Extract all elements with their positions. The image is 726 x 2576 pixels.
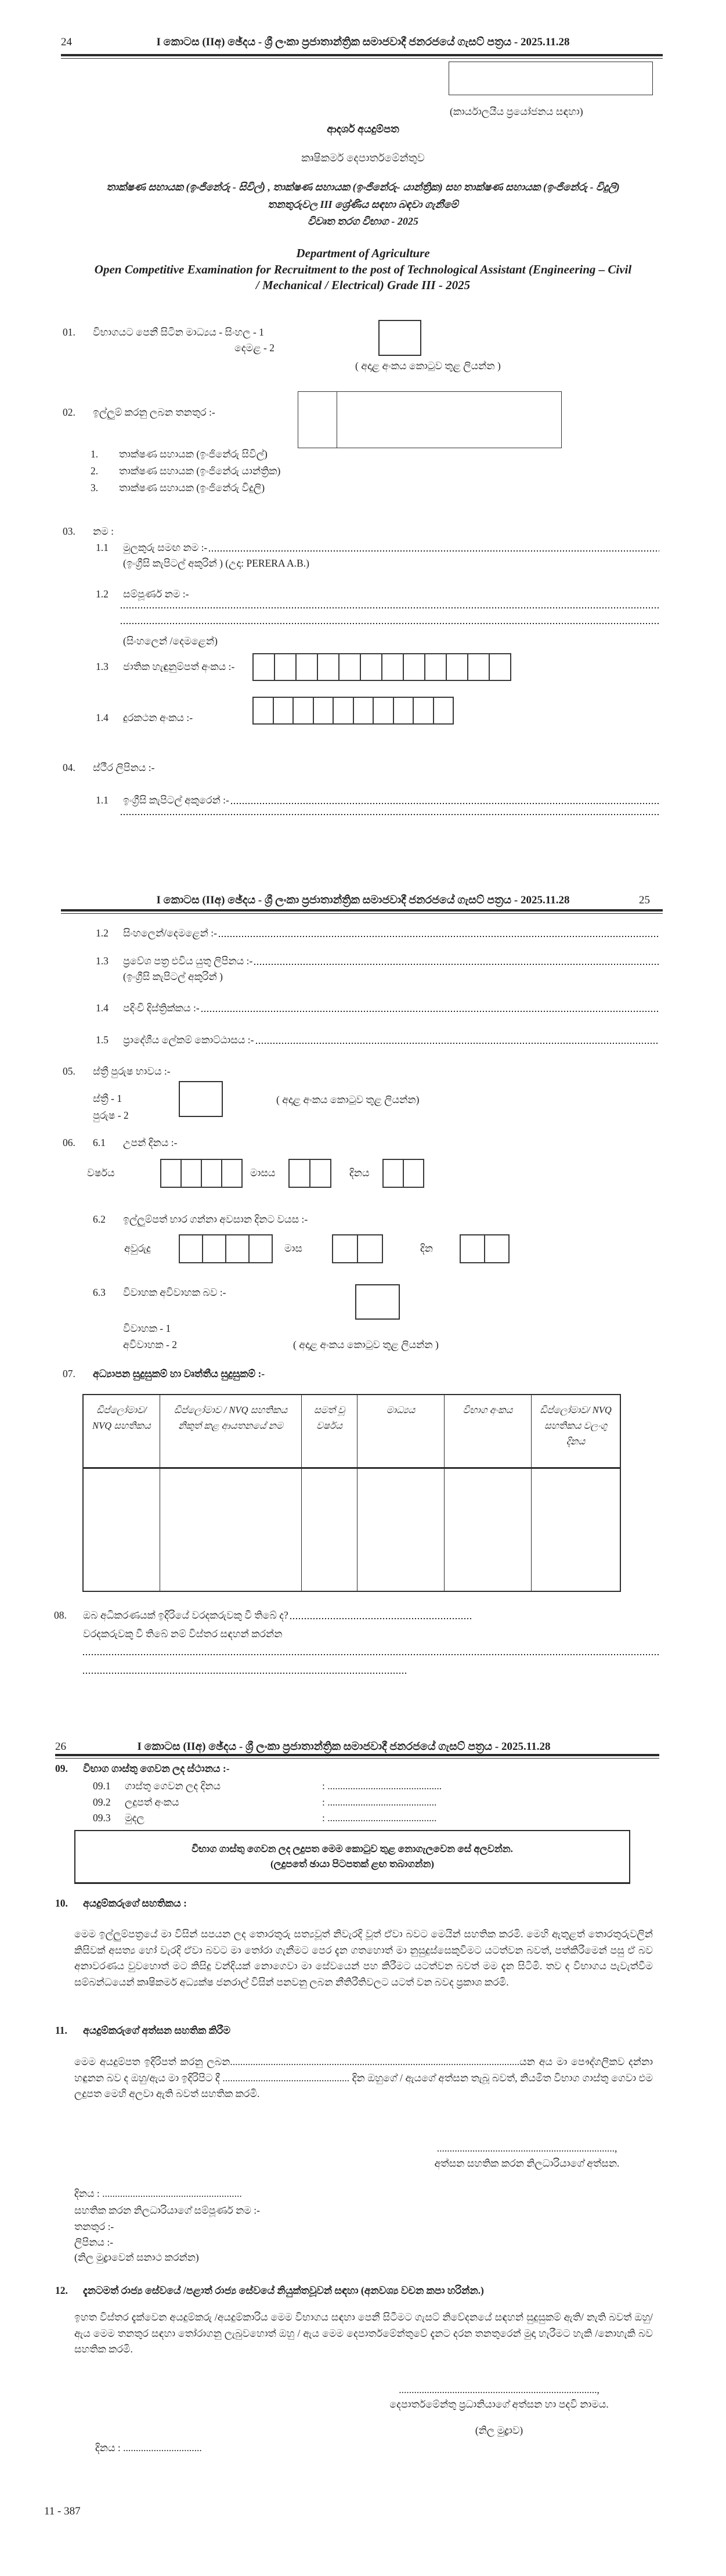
q01-medium-answer-box [378,320,421,356]
q11-date-line: දිනය : ....................................................... [74,2188,242,2199]
q06-number: 06. [63,1137,75,1148]
q06-month-label: මාසය [250,1167,276,1179]
header-rule-p25 [61,909,663,914]
post-title-line1: තාක්ෂණ සහායක (ඉංජිනේරු - සිවිල්) , තාක්ෂණ සහායක (ඉංජිනේරු- යාන්ත්‍රික) සහ තාක්ෂණ සහායක (ඉංජිනේරු - විදුලි) [106,181,620,193]
receipt-box-line2: (ලදුපතේ ඡායා පිටපතක් ළඟ තබාගන්න) [270,1858,435,1869]
q02-number: 02. [63,406,75,418]
q04-label: ස්ථීර ලිපිනය :- [93,762,155,773]
age-days-grid [460,1234,510,1263]
q09-item-3-label: මුදල [125,1812,145,1824]
q11-heading: අයදුම්කරුගේ අත්සන සහතික කිරීම [83,2024,231,2036]
q12-department-head-signature-line: .............................................................................., [399,2384,599,2395]
q03-s4-label: දුරකථන අංකය :- [123,712,193,723]
post-title-line3: විවෘත තරග විභාග - 2025 [308,215,418,227]
table-header-medium: මාධ්‍යය [357,1395,444,1467]
q04-s2-label: සිංහලෙන්/දෙමළෙන් :- [123,927,217,939]
q08-number: 08. [54,1609,67,1621]
q12-number: 12. [55,2285,68,2296]
q11-heading-row [55,2024,415,2037]
q11-attestation-paragraph: මෙම අයදුම්පත ඉදිරිපත් කරනු ලබන..................................................................................................................යන අය මා පෞද්ගලිකව දන්නා හඳුනන බව ද ඔහු/ඇය මා ඉදිරිපිට දී .................................................. දින ඔහුගේ / ඇයගේ අත්සන තැබූ බවත්, නියමිත විභාග ගාස්තු ගෙවා එම ලදුපත මෙහි අලවා ඇති බවත් සහතික කරමි. [74,2056,653,2099]
q06-civil-status-row [93,1287,371,1299]
q02-item-1-label: තාක්ෂණ සහායක (ඉංජිනේරු සිවිල්) [119,448,268,460]
q05-gender-row [63,1065,260,1078]
q10-number: 10. [55,1897,68,1909]
q01-label: විභාගයට පෙනී සිටින මාධ්‍යය - සිංහල - 1 [93,326,264,338]
q12-heading: දැනටමත් රාජ්‍ය සේවයේ /පළාත් රාජ්‍ය සේවයේ නියුක්තවූවන් සඳහා (අනවශ්‍ය වචන කපා හරින්න.) [83,2285,484,2296]
q04-s1-write-line-2 [121,814,659,815]
age-years-grid [179,1234,273,1263]
q03-fullname-row [96,588,386,600]
q10-heading: අයදුම්කරුගේ සහතිකය : [83,1897,187,1909]
q08-label: ඔබ අධිකරණයක් ඉදිරියේ වරදකරුවකු වී තිබේ ද? [83,1609,288,1621]
q03-s1-number: 1.1 [96,542,109,553]
q12-date-line: දිනය : ............................... [95,2442,202,2453]
q07-label: අධ්‍යාපන සුදුසුකම් හා වෘත්තීය සුදුසුකම් :- [93,1368,265,1379]
q02-item-3-number: 3. [91,482,99,493]
q05-number: 05. [63,1065,75,1077]
q03-s2-write-line-2 [121,623,659,624]
q05-hint: ( අදාළ අංකය කොටුව තුළ ලියන්න) [276,1094,420,1105]
q05-option-male: පුරුෂ - 2 [93,1109,129,1121]
gazette-header-title-p24: I කොටස (IIඅ) ඡේදය - ශ්‍රී ලංකා ප්‍රජාතාන්ත්‍රික සමාජවාදී ජනරජයේ ගැසට් පත්‍රය - 2025.11.28 [156,36,570,48]
age-months-grid [332,1234,383,1263]
q03-number: 03. [63,525,75,537]
qualifications-table [82,1394,621,1592]
q12-release-paragraph: ඉහත විස්තර දැක්වෙන අයදුම්කරු /අයදුම්කාරිය මෙම විභාගය සඳහා පෙනී සිටීමට ගැසට් නිවේදනයේ සඳහන් සුදුසුකම් ඇති/ නැති බවත් ඔහු/ඇය මෙම තනතුර සඳහා තෝරාගනු ලැබුවහොත් ඔහු / ඇය මෙම දෙපාර්තමේන්තුවේ දැනට දරන තනතුරෙන් මුදා හැරීමට හැකි /නොහැකි බව සහතික කරමි. [74,2311,653,2355]
q08-details-line-1 [83,1654,659,1655]
q11-officer-address-line: ලිපිනය :- [74,2236,114,2248]
gazette-header-title-p25: I කොටස (IIඅ) ඡේදය - ශ්‍රී ලංකා ප්‍රජාතාන්ත්‍රික සමාජවාදී ජනරජයේ ගැසට් පත්‍රය - 2025.11.28 [156,894,570,906]
q04-number: 04. [63,762,75,773]
q06-option-unmarried: අවිවාහක - 2 [123,1339,178,1350]
q06-option-married: විවාහක - 1 [123,1323,171,1334]
q01-hint: ( අදාළ අංකය කොටුව තුළ ලියන්න ) [355,360,501,372]
q08-write-line [290,1618,473,1619]
q02-item-3-label: තාක්ෂණ සහායක (ඉංජිනේරු විදුලි) [119,482,265,493]
q08-details-line-2 [83,1673,406,1674]
q08-conviction-row [54,1609,473,1622]
nic-number-grid [252,653,511,681]
q04-s5-label: ප්‍රාදේශීය ලේකම් කොට්ඨාසය :- [123,1034,254,1046]
q09-item-3-write-line: : ........................................... [322,1812,437,1824]
q01-option-tamil: දෙමළ - 2 [234,342,274,354]
q01-number: 01. [63,326,75,338]
q03-s3-number: 1.3 [96,661,109,672]
q04-s3-caption: (ඉංග්‍රීසි කැපිටල් අකුරින් ) [123,971,223,982]
q06-s2-number: 6.2 [93,1213,106,1225]
q02-item-1-number: 1. [91,448,99,460]
office-use-box [449,62,653,95]
q03-s1-write-line [209,550,659,552]
q06-day-label: දිනය [349,1167,370,1179]
q02-item-2-label: තාක්ෂණ සහායක (ඉංජිනේරු යාන්ත්‍රික) [119,465,281,477]
q09-item-1-label: ගාස්තු ගෙවන ලද දිනය [125,1780,221,1792]
q11-official-seal-note: (නිල මුද්‍රාවෙන් සනාථ කරන්න) [74,2251,199,2263]
q12-department-head-signature-caption: දෙපාර්තමේන්තු ප්‍රධානියාගේ අත්සන හා පදවි නාමය. [389,2398,609,2410]
q03-s2-label: සම්පූර්ණ නම :- [123,588,189,600]
header-rule-p26 [55,1754,659,1759]
q02-item-3 [91,482,381,494]
q12-heading-row [55,2285,641,2297]
q06-birthdate-row [63,1137,306,1149]
q09-item-1-write-line: : ............................................. [322,1780,442,1792]
q09-item-1 [93,1780,464,1792]
q03-name-row [63,525,237,538]
q09-label: විභාග ගාස්තු ගෙවන ලද ස්ථානය :- [83,1763,230,1774]
page-number-24: 24 [61,36,72,48]
qualifications-table-header-row [84,1395,620,1469]
q05-gender-answer-box [179,1081,223,1117]
q04-s4-write-line [201,1011,659,1012]
table-header-year-passed: සමත් වූ වර්ෂය [301,1395,357,1467]
table-header-diploma: ඩිප්ලෝමාව/ NVQ සහතිකය [92,1404,151,1432]
birth-year-grid [160,1159,243,1188]
gazette-header-title-p26: I කොටස (IIඅ) ඡේදය - ශ්‍රී ලංකා ප්‍රජාතාන්ත්‍රික සමාජවාදී ජනරජයේ ගැසට් පත්‍රය - 2025.11.28 [137,1741,551,1753]
q04-s4-label: පදිංචි දිස්ත්‍රික්කය :- [123,1002,200,1014]
q06-age-days-label: දින [420,1242,433,1254]
q06-s2-label: ඉල්ලුම්පත් භාර ගන්නා අවසාන දිනට වයස :- [123,1213,308,1225]
table-header-exam-number: විභාග අංකය [444,1395,531,1467]
q04-s5-write-line [256,1043,659,1044]
q09-item-2-number: 09.2 [93,1796,111,1808]
post-title-line2: තනතුරුවල III ශ්‍රේණිය සඳහා බඳවා ගැනීමේ [268,199,458,210]
birth-month-grid [288,1159,331,1188]
q03-s2-write-line-1 [121,607,659,608]
q03-s3-label: ජාතික හැඳුනුම්පත් අංකය :- [123,661,235,672]
q06-s3-number: 6.3 [93,1287,106,1298]
q02-label: ඉල්ලුම් කරනු ලබන තනතුර :- [93,406,215,418]
q09-item-3-number: 09.3 [93,1812,111,1824]
q11-officer-full-name-line: සහතික කරන නිලධාරියාගේ සම්පූර්ණ නම :- [74,2204,260,2216]
q07-number: 07. [63,1368,75,1379]
q10-heading-row [55,1897,357,1910]
page-number-26: 26 [55,1741,66,1753]
q09-fee-row [55,1763,357,1775]
q09-item-1-number: 09.1 [93,1780,111,1792]
q06-s3-hint: ( අදාළ අංකය කොටුව තුළ ලියන්න ) [293,1339,439,1350]
q04-s2-write-line [219,936,659,937]
qualifications-table-body-row [84,1469,620,1591]
gazette-footer-code: 11 - 387 [44,2505,81,2517]
q12-official-seal-note: (නිල මුද්‍රාව) [475,2424,523,2436]
receipt-paste-box [74,1830,630,1884]
header-rule-p24 [61,54,663,59]
table-header-institution: ඩිප්ලෝමාව / NVQ සහතිකය නිකුත් කළ ආයතනයේ නම [160,1395,301,1467]
q04-s1-number: 1.1 [96,794,109,806]
q03-s1-label: මුලකුරු සමඟ නම :- [123,542,208,553]
q04-s4-row [96,1002,659,1014]
q02-item-2-number: 2. [91,465,99,477]
page-number-25: 25 [639,894,650,906]
q11-number: 11. [55,2024,67,2036]
q04-s2-number: 1.2 [96,927,109,939]
q06-civil-status-answer-box [355,1284,400,1320]
model-application-title: ආදර්ශ අයදුම්පත [327,123,399,135]
q03-s4-number: 1.4 [96,712,109,723]
q06-s3-label: විවාහක අවිවාහක බව :- [123,1287,226,1298]
q04-s3-write-line [254,964,659,965]
department-title-en: Department of Agriculture [296,246,430,260]
department-title-si: කෘෂිකර්ම දෙපාර්තමේන්තුව [301,153,425,164]
q06-age-years-label: අවුරුදු [124,1242,151,1254]
q01-medium-row [63,326,353,338]
q02-item-2 [91,465,381,477]
q09-item-2 [93,1796,464,1808]
q03-initials-row [96,542,659,554]
q04-s4-number: 1.4 [96,1002,109,1014]
q05-label: ස්ත්‍රී පුරුෂ භාවය :- [93,1065,171,1077]
birth-day-grid [382,1159,424,1188]
q06-s1-label: උපන් දිනය :- [123,1137,178,1148]
receipt-box-line1: විභාග ගාස්තු ගෙවන ලද ලදුපත මෙම කොටුව තුළ නොගැලවෙන සේ අලවන්න. [192,1843,513,1854]
q11-officer-post-line: තනතුර :- [74,2221,114,2232]
q11-attesting-officer-signature-caption: අත්සන සහතික කරන නිලධාරියාගේ අත්සන. [434,2157,620,2169]
office-use-note: (කාර්යාලයීය ප්‍රයෝජනය සඳහා) [450,106,583,117]
q09-number: 09. [55,1763,68,1774]
q09-item-2-write-line: : ........................................... [322,1796,437,1808]
q09-item-3 [93,1812,464,1824]
q09-item-2-label: ලදුපත් අංකය [125,1796,179,1808]
q04-s3-number: 1.3 [96,955,109,967]
q03-s2-caption: (සිංහලෙන් /දෙමළෙන්) [123,635,218,647]
table-header-valid-date: ඩිප්ලෝමාව/ NVQ සහතිකය වලංගු දිනය [531,1395,620,1467]
q04-s5-row [96,1034,659,1046]
q04-s1-label: ඉංග්‍රීසි කැපිටල් අකුරෙන් :- [123,794,229,806]
q07-qualifications-row [63,1368,422,1380]
q04-s2-row [96,927,659,939]
q04-s5-number: 1.5 [96,1034,109,1046]
q05-option-female: ස්ත්‍රී - 1 [93,1093,122,1104]
q02-item-1 [91,448,381,460]
q04-s1-write-line [231,803,659,804]
q03-s1-caption: (ඉංග්‍රීසි කැපිටල් අකුරින් ) (උදා: PERERA A.B.) [123,557,309,569]
q03-s2-number: 1.2 [96,588,109,600]
q06-age-months-label: මාස [284,1242,302,1254]
phone-number-grid [252,697,454,725]
q04-address-row [63,762,260,774]
q02-post-answer-box [298,391,562,448]
q11-attesting-officer-signature-line: ......................................................................, [436,2142,617,2154]
q06-year-label: වර්ෂය [87,1167,115,1179]
q04-s3-row [96,955,659,967]
q06-s1-number: 6.1 [93,1137,106,1148]
q03-label: නම : [93,525,114,537]
exam-title-en-line1: Open Competitive Examination for Recruitment to the post of Technological Assistant (Engineering – Civil [94,262,632,276]
q10-declaration-paragraph: මෙම ඉල්ලුම්පත්‍රයේ මා විසින් සපයන ලද තොරතුරු සත්‍යවූත් නිවැරදි වූත් ඒවා බවට මෙයින් සහතික කරමි. මෙහි ඇතුළත් තොරතුරුවලින් කිසිවක් අසත්‍ය හෝ වැරදි ඒවා බවට මා තෝරා ගැනීමට පෙර දැන ගතහොත් මා නුසුදුස්සෙකුවීමට යටත්වන බවත්, පත්කිරීමෙන් පසු ඒ බව අනාවරණය වුවහොත් මට කිසිදු වන්දියක් නොගෙවා මා සේවයෙන් පහ කිරීමට යටත්වන බවත් මම දැන සිටිමි. තව ද විභාගය පැවැත්වීම සම්බන්ධයෙන් කෘෂිකර්ම අධ්‍යක්ෂ ජනරාල් විසින් පනවනු ලබන නීතිරීතිවලට යටත් වන බවද ප්‍රකාශ කරමි. [74,1928,653,1988]
q06-age-row [93,1213,453,1226]
exam-title-en-line2: / Mechanical / Electrical) Grade III - 2025 [255,278,471,292]
q08-details-label: වරදකරුවකු වී තිබේ නම් විස්තර සඳහන් කරන්න [83,1628,283,1640]
q04-s3-label: ප්‍රවේශ පත්‍ර එවිය යුතු ලිපිනය :- [123,955,253,967]
q04-s1-row [96,794,659,806]
q02-post-row [63,406,318,419]
